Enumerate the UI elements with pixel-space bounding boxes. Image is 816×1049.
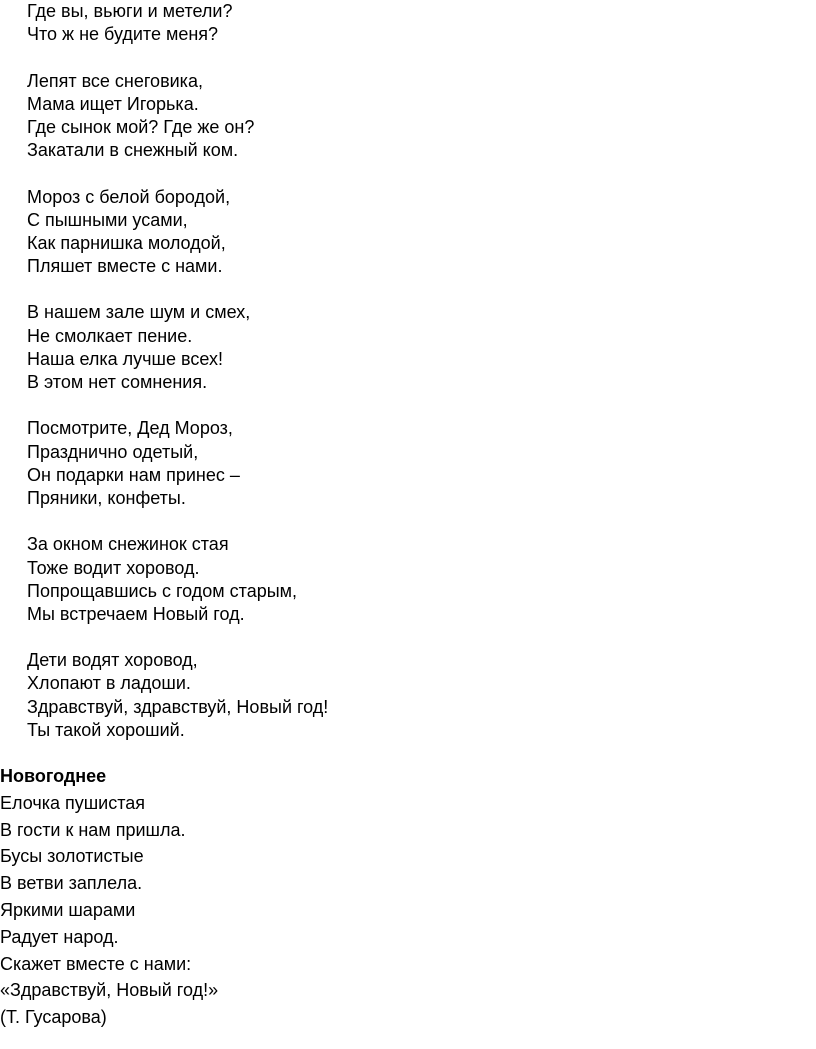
poem-line: Елочка пушистая bbox=[0, 792, 146, 813]
poem-line: Бусы золотистые bbox=[0, 846, 144, 867]
poem-line: Наша елка лучше всех! bbox=[27, 348, 223, 369]
poem-line: Лепят все снеговика, bbox=[27, 70, 203, 91]
poem-line: С пышными усами, bbox=[27, 209, 188, 230]
poem-line: Он подарки нам принес – bbox=[27, 464, 240, 485]
poem-line: Хлопают в ладоши. bbox=[27, 673, 191, 694]
poem-line: Где вы, вьюги и метели? bbox=[27, 1, 233, 21]
poem-line: За окном снежинок стая bbox=[27, 534, 229, 555]
poem-line: Попрощавшись с годом старым, bbox=[27, 580, 298, 601]
poem-line: Дети водят хоровод, bbox=[27, 650, 198, 671]
stanza-7 bbox=[27, 649, 787, 742]
poem-line: Мама ищет Игорька. bbox=[27, 93, 199, 114]
stanza-3 bbox=[27, 186, 787, 279]
poem-line: Что ж не будите меня? bbox=[27, 24, 219, 45]
poem-line: Как парнишка молодой, bbox=[27, 232, 226, 253]
poem-line: Где сынок мой? Где же он? bbox=[27, 116, 255, 137]
stanza-4 bbox=[27, 301, 787, 394]
poem-line: Пряники, конфеты. bbox=[27, 487, 186, 508]
poem-line: Пляшет вместе с нами. bbox=[27, 256, 223, 277]
poem-title: Новогоднее bbox=[0, 766, 107, 786]
poem-line: Яркими шарами bbox=[0, 899, 136, 920]
poem-line: Мы встречаем Новый год. bbox=[27, 603, 245, 624]
poem-line: Здравствуй, здравствуй, Новый год! bbox=[27, 696, 329, 717]
stanza-2 bbox=[27, 70, 787, 163]
poem-line: В ветви заплела. bbox=[0, 873, 143, 894]
poem-author: (Т. Гусарова) bbox=[0, 1007, 107, 1028]
poem-line: Скажет вместе с нами: bbox=[0, 953, 192, 974]
poem-line: Посмотрите, Дед Мороз, bbox=[27, 418, 233, 439]
poem-line: Не смолкает пение. bbox=[27, 325, 193, 346]
poem-line: Празднично одетый, bbox=[27, 441, 199, 462]
stanza-5 bbox=[27, 417, 787, 510]
poem-line: Ты такой хороший. bbox=[27, 719, 185, 740]
stanza-1 bbox=[27, 0, 787, 46]
poem-novogodnee bbox=[0, 763, 800, 1031]
poem-line: В гости к нам пришла. bbox=[0, 819, 186, 840]
poem-line: Мороз с белой бородой, bbox=[27, 186, 231, 207]
poem-continuation bbox=[27, 0, 787, 765]
poem-line: В этом нет сомнения. bbox=[27, 372, 208, 392]
poem-line: Закатали в снежный ком. bbox=[27, 140, 239, 161]
poem-line: В нашем зале шум и смех, bbox=[27, 302, 251, 323]
poem-line: Тоже водит хоровод. bbox=[27, 557, 200, 578]
poem-line: Радует народ. bbox=[0, 926, 119, 947]
poem-line: «Здравствуй, Новый год!» bbox=[0, 980, 219, 1001]
stanza-6 bbox=[27, 533, 787, 626]
